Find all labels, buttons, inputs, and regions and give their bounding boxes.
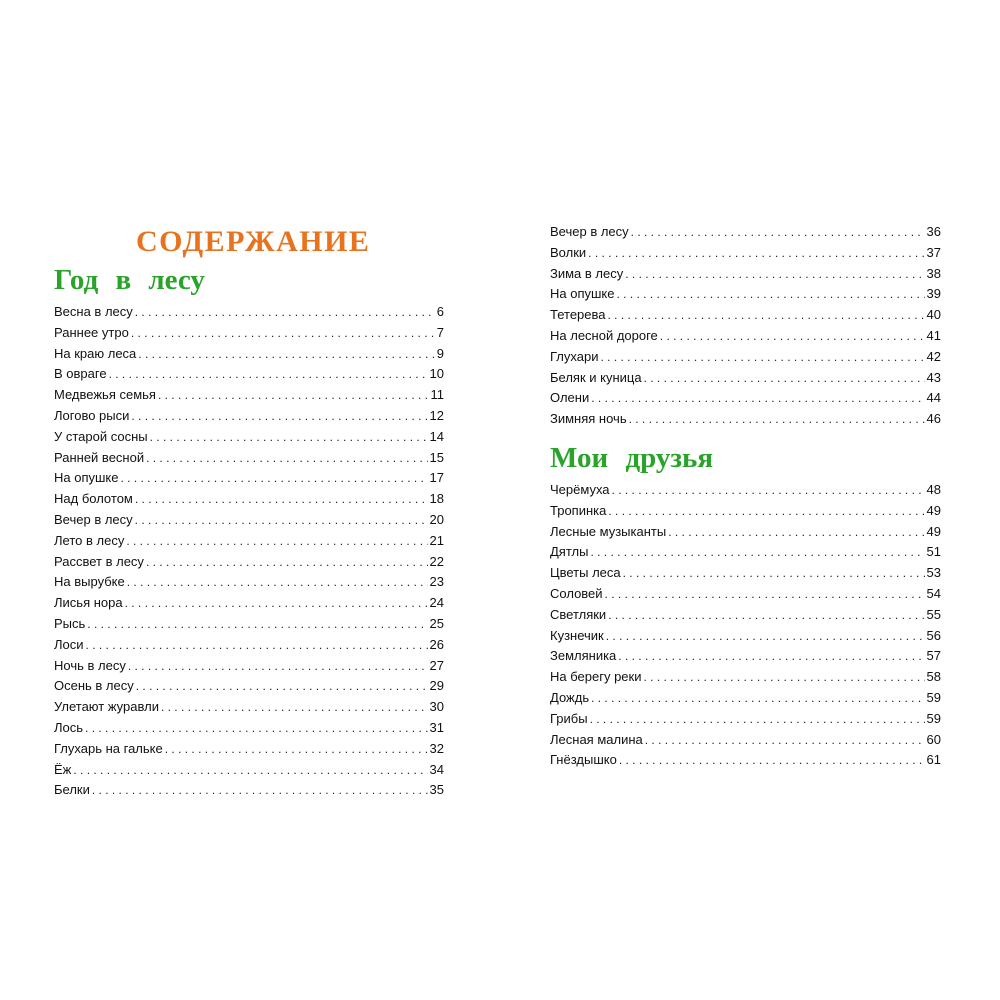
dot-leader — [126, 531, 427, 552]
toc-entry[interactable] — [550, 388, 941, 409]
toc-entry[interactable] — [54, 676, 444, 697]
toc-title: СОДЕРЖАНИЕ — [136, 225, 371, 258]
toc-entry-page: 24 — [429, 595, 444, 611]
toc-entry-page: 53 — [926, 565, 941, 581]
dot-leader — [136, 676, 428, 697]
dot-leader — [600, 347, 924, 368]
toc-entry[interactable] — [54, 780, 444, 801]
dot-leader — [121, 468, 428, 489]
dot-leader — [591, 688, 924, 709]
toc-entry-page: 30 — [429, 699, 444, 715]
toc-entry[interactable] — [550, 584, 941, 605]
toc-entry-page: 60 — [926, 731, 941, 747]
toc-entry[interactable] — [54, 427, 444, 448]
toc-entry-title: На берегу реки — [550, 669, 642, 685]
toc-entry[interactable] — [550, 730, 941, 751]
dot-leader — [128, 656, 428, 677]
dot-leader — [619, 750, 925, 771]
toc-entry-page: 14 — [429, 428, 444, 444]
section-title-god-v-lesu: Год в лесу — [54, 264, 205, 296]
toc-right-column — [550, 222, 941, 771]
toc-entry-page: 51 — [926, 544, 941, 560]
toc-entry[interactable] — [550, 667, 941, 688]
toc-entry-page: 36 — [926, 224, 941, 239]
toc-entry-page: 27 — [429, 657, 444, 673]
dot-leader — [146, 552, 428, 573]
toc-entry-title: Гнёздышко — [550, 752, 617, 768]
toc-entry-page: 22 — [429, 553, 444, 569]
toc-entry-title: Лесные музыканты — [550, 523, 667, 539]
toc-entry[interactable] — [54, 344, 444, 365]
toc-entry[interactable] — [550, 501, 941, 522]
toc-entry-title: Раннее утро — [54, 324, 129, 340]
toc-entry-title: Рассвет в лесу — [54, 553, 144, 569]
dot-leader — [608, 605, 924, 626]
toc-entry-title: Весна в лесу — [54, 304, 133, 319]
toc-entry[interactable] — [550, 522, 941, 543]
toc-entry[interactable] — [54, 635, 444, 656]
dot-leader — [629, 409, 925, 430]
toc-entry[interactable] — [54, 385, 444, 406]
toc-entry-title: Вечер в лесу — [54, 511, 133, 527]
dot-leader — [165, 739, 428, 760]
toc-entry[interactable] — [550, 480, 941, 501]
toc-entry-page: 32 — [429, 740, 444, 756]
dot-leader — [86, 635, 428, 656]
dot-leader — [73, 760, 427, 781]
toc-entry-title: На опушке — [54, 470, 119, 486]
toc-entry-title: Тетерева — [550, 307, 606, 323]
toc-entry-page: 54 — [926, 585, 941, 601]
toc-entry[interactable] — [54, 406, 444, 427]
toc-entry-title: Олени — [550, 390, 590, 406]
toc-entry-title: Лесная малина — [550, 731, 643, 747]
toc-entry-page: 46 — [926, 411, 941, 427]
dot-leader — [150, 427, 428, 448]
toc-entry[interactable] — [550, 709, 941, 730]
dot-leader — [92, 780, 428, 801]
toc-entry-page: 26 — [429, 636, 444, 652]
toc-entry-page: 37 — [926, 244, 941, 260]
dot-leader — [644, 368, 925, 389]
toc-entry-title: Черёмуха — [550, 481, 610, 497]
toc-entry-page: 34 — [429, 761, 444, 777]
dot-leader — [590, 542, 924, 563]
toc-entry-title: Дятлы — [550, 544, 589, 560]
toc-entry[interactable] — [550, 605, 941, 626]
toc-entry[interactable] — [550, 305, 941, 326]
toc-entry-title: Волки — [550, 244, 587, 260]
toc-entry[interactable] — [54, 739, 444, 760]
toc-entry-page: 61 — [926, 752, 941, 768]
toc-entry[interactable] — [550, 646, 941, 667]
dot-leader — [668, 522, 924, 543]
dot-leader — [617, 284, 925, 305]
toc-entry[interactable] — [54, 323, 444, 344]
toc-entry-title: Зима в лесу — [550, 265, 624, 281]
dot-leader — [125, 593, 428, 614]
dot-leader — [131, 323, 435, 344]
dot-leader — [623, 563, 925, 584]
toc-entry[interactable] — [54, 468, 444, 489]
toc-entry-page: 10 — [429, 366, 444, 382]
toc-entry-page: 40 — [926, 307, 941, 323]
toc-entry-page: 12 — [429, 407, 444, 423]
toc-entry-page: 43 — [926, 369, 941, 385]
toc-list-moi-druzya — [550, 480, 941, 771]
toc-left-column — [54, 222, 444, 801]
dot-leader — [606, 626, 925, 647]
dot-leader — [135, 489, 428, 510]
toc-entry-title: Рысь — [54, 615, 86, 631]
toc-entry[interactable] — [54, 489, 444, 510]
toc-entry[interactable] — [54, 302, 444, 323]
dot-leader — [605, 584, 925, 605]
toc-entry-page: 35 — [429, 782, 444, 798]
toc-entry-page: 23 — [429, 574, 444, 590]
dot-leader — [645, 730, 925, 751]
toc-entry-title: Белки — [54, 782, 90, 798]
toc-entry-title: В овраге — [54, 366, 107, 382]
toc-entry-page: 18 — [429, 491, 444, 507]
toc-entry-title: Логово рыси — [54, 407, 130, 423]
toc-entry-page: 25 — [429, 615, 444, 631]
toc-entry[interactable] — [54, 448, 444, 469]
toc-entry[interactable] — [550, 243, 941, 264]
toc-list-god-v-lesu — [54, 302, 444, 801]
toc-entry-title: Осень в лесу — [54, 678, 134, 694]
toc-entry[interactable] — [54, 614, 444, 635]
toc-entry[interactable] — [550, 542, 941, 563]
toc-entry-title: Вечер в лесу — [550, 224, 629, 239]
dot-leader — [591, 388, 924, 409]
toc-entry-page: 31 — [429, 719, 444, 735]
toc-entry-title: Кузнечик — [550, 627, 604, 643]
toc-entry-page: 6 — [436, 304, 444, 319]
toc-entry[interactable] — [54, 531, 444, 552]
toc-entry[interactable] — [550, 347, 941, 368]
dot-leader — [161, 697, 428, 718]
toc-entry[interactable] — [550, 409, 941, 430]
toc-entry-page: 59 — [926, 689, 941, 705]
toc-entry-page: 49 — [926, 523, 941, 539]
toc-entry-title: Ночь в лесу — [54, 657, 126, 673]
toc-entry-title: Тропинка — [550, 502, 607, 518]
toc-entry-page: 15 — [429, 449, 444, 465]
toc-entry-title: Медвежья семья — [54, 387, 156, 403]
toc-entry[interactable] — [54, 593, 444, 614]
toc-entry-title: Земляника — [550, 648, 617, 664]
toc-entry-title: Беляк и куница — [550, 369, 642, 385]
toc-entry-title: На вырубке — [54, 574, 125, 590]
toc-entry-title: Зимняя ночь — [550, 411, 627, 427]
toc-entry-page: 44 — [926, 390, 941, 406]
dot-leader — [87, 614, 427, 635]
toc-entry[interactable] — [54, 572, 444, 593]
toc-entry-title: На опушке — [550, 286, 615, 302]
toc-entry[interactable] — [54, 552, 444, 573]
dot-leader — [618, 646, 924, 667]
toc-entry-page: 58 — [926, 669, 941, 685]
dot-leader — [590, 709, 925, 730]
toc-entry-page: 55 — [926, 606, 941, 622]
dot-leader — [135, 510, 428, 531]
toc-entry-page: 11 — [430, 387, 444, 403]
toc-entry[interactable] — [550, 222, 941, 243]
toc-entry[interactable] — [550, 688, 941, 709]
toc-entry-page: 38 — [926, 265, 941, 281]
toc-entry-page: 42 — [926, 348, 941, 364]
toc-entry-page: 21 — [429, 532, 444, 548]
toc-entry-title: Ранней весной — [54, 449, 145, 465]
dot-leader — [127, 572, 428, 593]
toc-entry-page: 48 — [926, 481, 941, 497]
dot-leader — [146, 448, 427, 469]
dot-leader — [109, 364, 428, 385]
dot-leader — [631, 222, 925, 243]
toc-entry[interactable] — [54, 510, 444, 531]
toc-entry-page: 57 — [926, 648, 941, 664]
dot-leader — [608, 305, 925, 326]
dot-leader — [608, 501, 924, 522]
toc-entry-title: Лето в лесу — [54, 532, 125, 548]
toc-entry[interactable] — [550, 284, 941, 305]
toc-entry-page: 56 — [926, 627, 941, 643]
dot-leader — [85, 718, 427, 739]
toc-entry-page: 39 — [926, 286, 941, 302]
toc-entry-title: Соловей — [550, 585, 603, 601]
toc-entry-title: Грибы — [550, 710, 588, 726]
toc-entry-page: 29 — [429, 678, 444, 694]
toc-entry-page: 59 — [926, 710, 941, 726]
toc-entry-title: Лось — [54, 719, 84, 735]
dot-leader — [588, 243, 924, 264]
dot-leader — [625, 264, 924, 285]
section-title-moi-druzya: Мои друзья — [550, 441, 714, 474]
toc-entry[interactable] — [54, 697, 444, 718]
toc-entry-page: 7 — [436, 324, 444, 340]
dot-leader — [131, 406, 427, 427]
toc-entry-title: Глухари — [550, 348, 599, 364]
toc-entry-title: Над болотом — [54, 491, 133, 507]
toc-entry-title: Лисья нора — [54, 595, 123, 611]
toc-entry-title: Лоси — [54, 636, 84, 652]
toc-entry-title: На краю леса — [54, 345, 137, 361]
toc-entry[interactable] — [54, 760, 444, 781]
toc-entry-page: 49 — [926, 502, 941, 518]
toc-entry-page: 17 — [429, 470, 444, 486]
toc-entry[interactable] — [550, 563, 941, 584]
toc-entry[interactable] — [550, 326, 941, 347]
toc-entry-page: 20 — [429, 511, 444, 527]
toc-entry[interactable] — [550, 626, 941, 647]
toc-entry-title: На лесной дороге — [550, 327, 658, 343]
toc-entry-title: Дождь — [550, 689, 590, 705]
toc-entry[interactable] — [54, 364, 444, 385]
toc-entry-title: Ёж — [54, 761, 72, 777]
toc-entry[interactable] — [550, 368, 941, 389]
toc-entry[interactable] — [54, 718, 444, 739]
section-gap — [550, 430, 941, 440]
toc-entry-title: Цветы леса — [550, 565, 621, 581]
toc-entry-title: Глухарь на гальке — [54, 740, 163, 756]
toc-entry-title: У старой сосны — [54, 428, 148, 444]
dot-leader — [135, 302, 435, 323]
toc-entry[interactable] — [550, 264, 941, 285]
dot-leader — [660, 326, 925, 347]
dot-leader — [643, 667, 924, 688]
toc-entry[interactable] — [550, 750, 941, 771]
dot-leader — [612, 480, 925, 501]
toc-entry-title: Светляки — [550, 606, 607, 622]
toc-entry-page: 41 — [926, 327, 941, 343]
toc-entry[interactable] — [54, 656, 444, 677]
toc-entry-title: Улетают журавли — [54, 699, 159, 715]
toc-list-god-v-lesu-continued — [550, 222, 941, 430]
dot-leader — [138, 344, 434, 365]
dot-leader — [158, 385, 429, 406]
toc-entry-page: 9 — [436, 345, 444, 361]
